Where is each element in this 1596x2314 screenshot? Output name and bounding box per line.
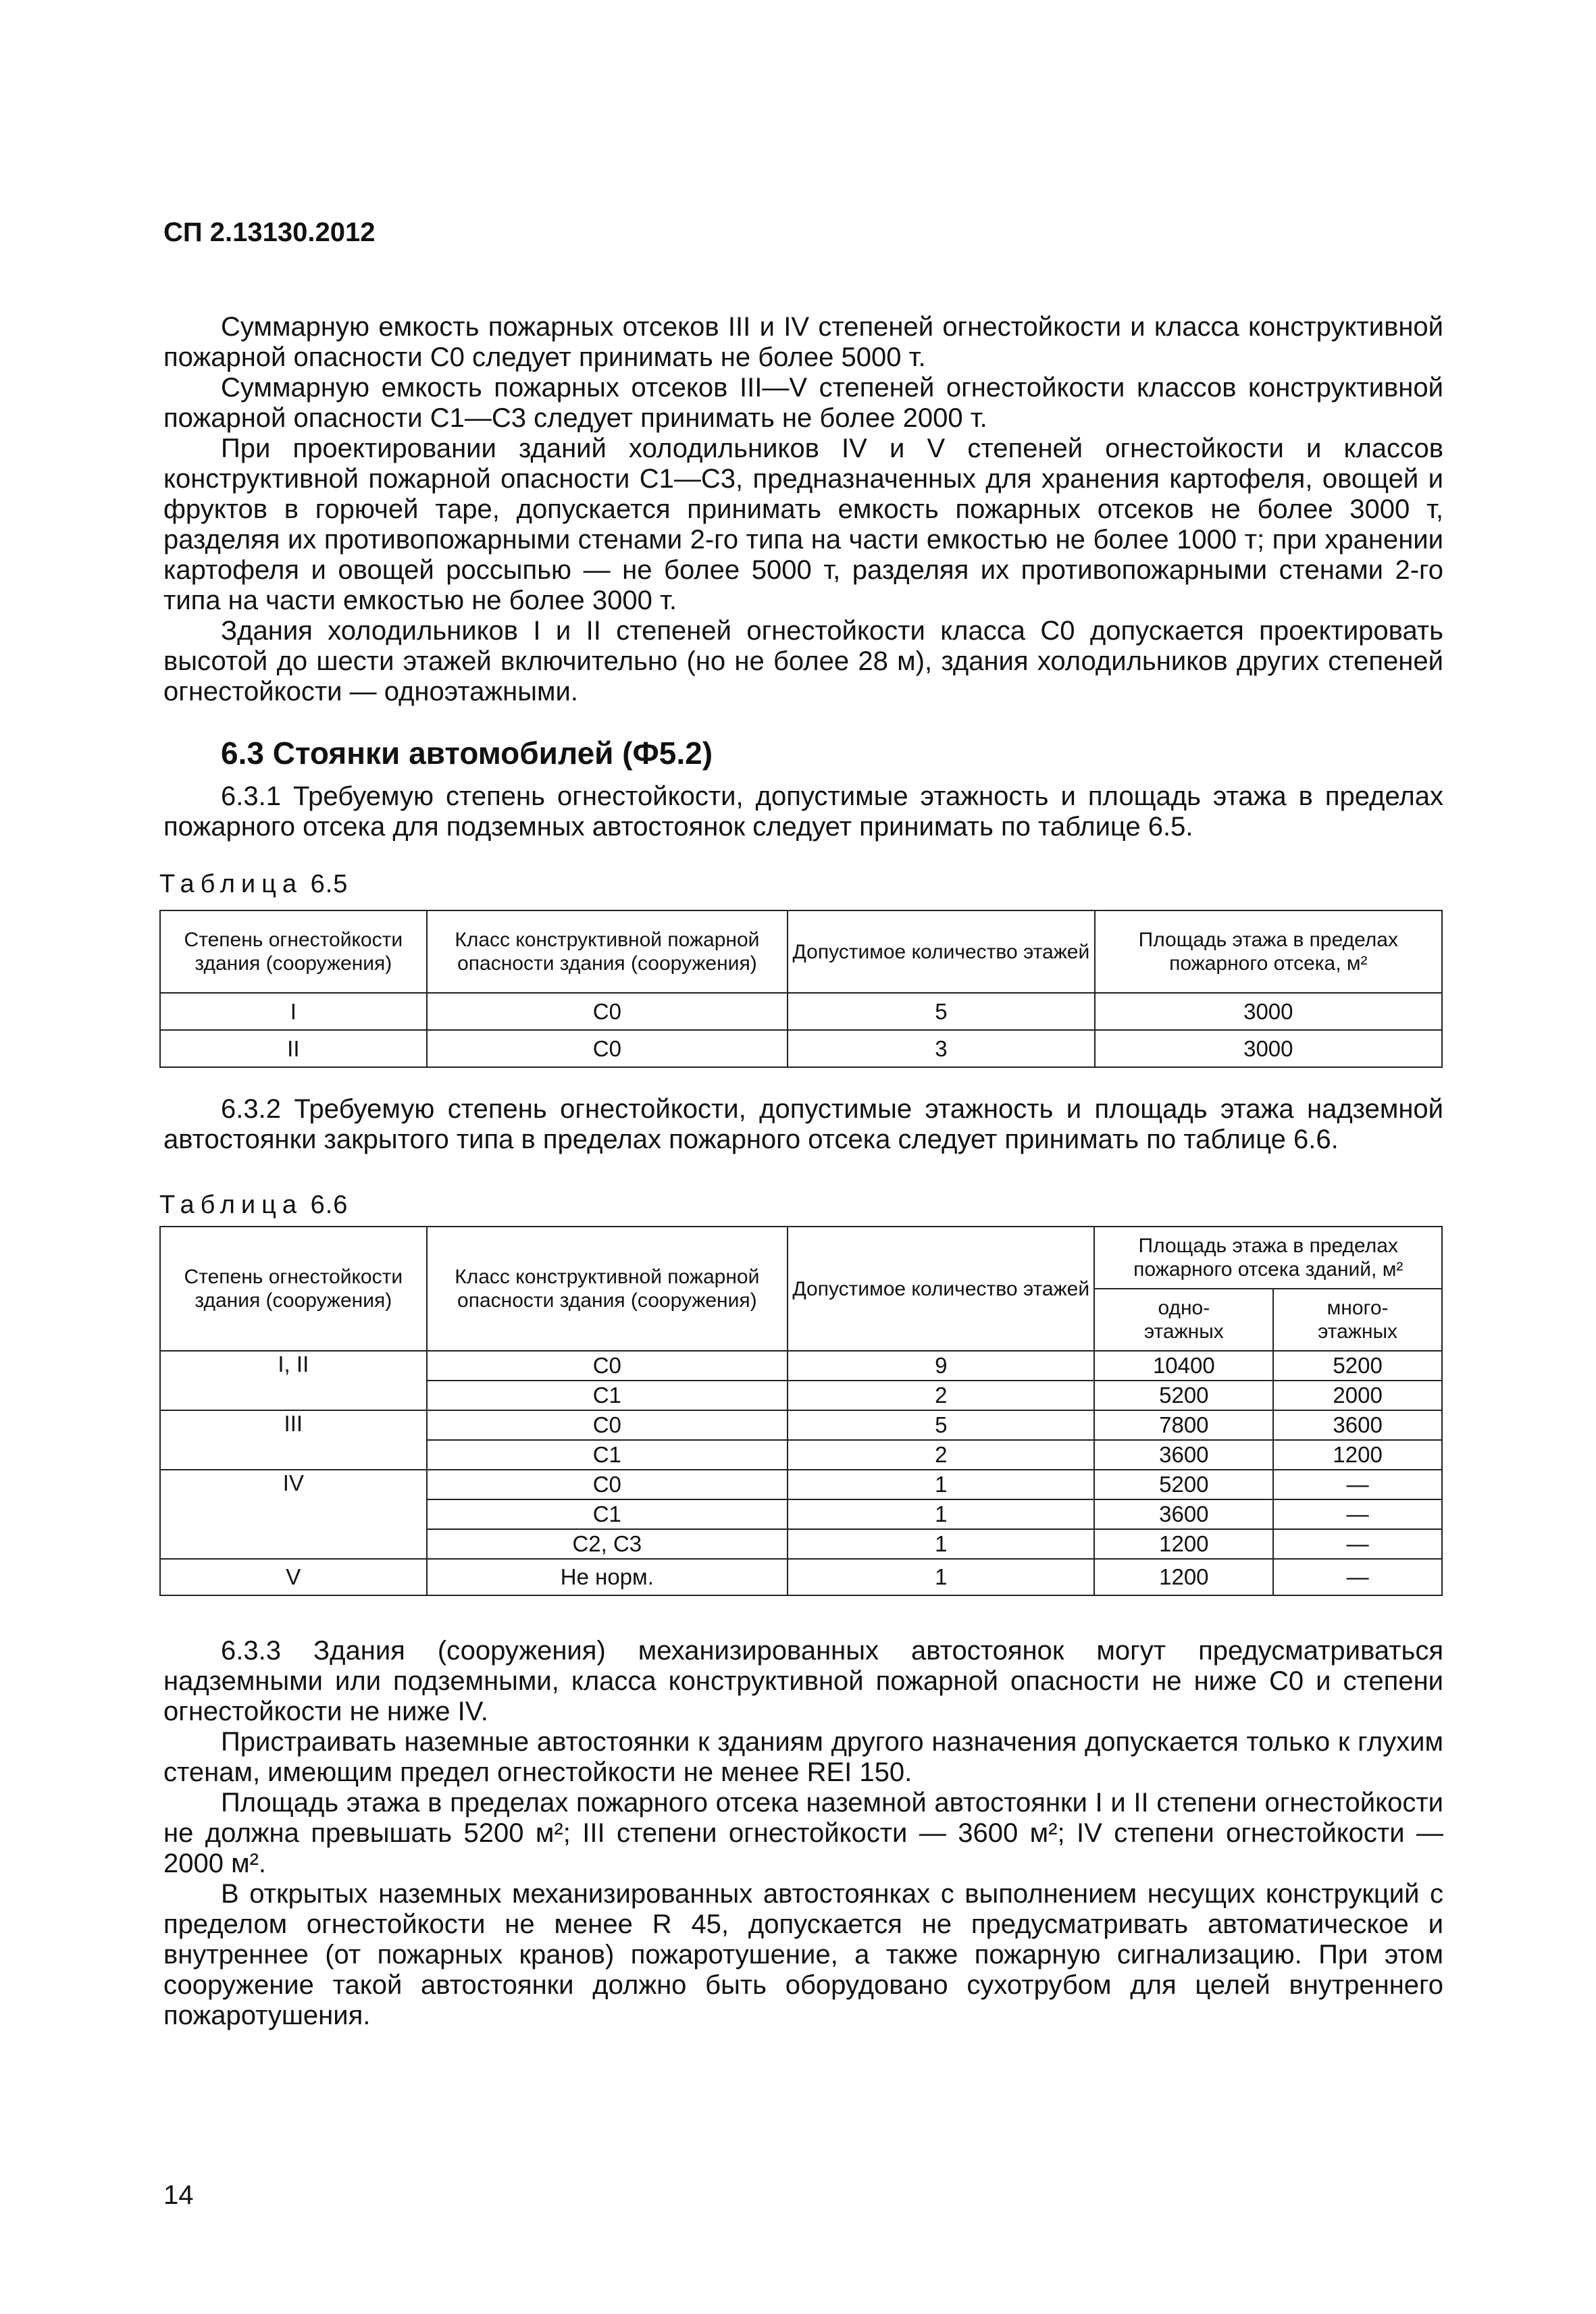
- table-cell: 2000: [1273, 1381, 1442, 1410]
- table-cell: 3600: [1273, 1410, 1442, 1440]
- table-cell: —: [1273, 1470, 1442, 1499]
- paragraph: Площадь этажа в пределах пожарного отсека наземной автостоянки I и II степени огнестойкости не должна превышать 5200 м²; III степени огнестойкости — 3600 м²; IV степени огнестойкости — 2000 м².: [163, 1788, 1443, 1878]
- table-cell: 7800: [1094, 1410, 1273, 1440]
- table-cell: С0: [427, 1030, 788, 1067]
- column-header: много- этажных: [1273, 1289, 1442, 1351]
- paragraph: В открытых наземных механизированных автостоянках с выполнением несущих конструкций с пределом огнестойкости не менее R 45, допускается не предусматривать автоматическое и внутреннее (от пожарных кранов) пожаротушение, а также пожарную сигнализацию. При этом сооружение такой автостоянки должно быть оборудовано сухотрубом для целей внутреннего пожаротушения.: [163, 1879, 1443, 2030]
- table-cell: С0: [427, 1351, 788, 1381]
- table-cell: С2, С3: [427, 1529, 788, 1559]
- table-cell: 3000: [1095, 1030, 1442, 1067]
- column-header: Степень огнестойкости здания (сооружения): [160, 910, 427, 993]
- page-number: 14: [163, 2180, 194, 2210]
- table-cell: 5: [788, 993, 1095, 1030]
- caption-word: Таблица: [159, 1191, 303, 1219]
- table-cell: 9: [788, 1351, 1094, 1381]
- table-row: [160, 1410, 1442, 1440]
- table-row: [160, 1559, 1442, 1595]
- table-cell: —: [1273, 1499, 1442, 1529]
- table-6-6: [159, 1226, 1443, 1596]
- paragraph: При проектировании зданий холодильников IV и V степеней огнестойкости и классов конструктивной пожарной опасности С1—С3, предназначенных для хранения картофеля, овощей и фруктов в горючей таре, допускается принимать емкость пожарных отсеков не более 3000 т, разделяя их противопожарными стенами 2-го типа на части емкостью не более 1000 т; при хранении картофеля и овощей россыпью — не более 5000 т, разделяя их противопожарными стенами 2-го типа на части емкостью не более 3000 т.: [163, 434, 1443, 615]
- table-cell: I: [160, 993, 427, 1030]
- table-cell: С0: [427, 1470, 788, 1499]
- table-cell: —: [1273, 1529, 1442, 1559]
- table-cell: Не норм.: [427, 1559, 788, 1595]
- table-cell: 2: [788, 1440, 1094, 1470]
- paragraph: Суммарную емкость пожарных отсеков III—V степеней огнестойкости классов конструктивной пожарной опасности С1—С3 следует принимать не более 2000 т.: [163, 373, 1443, 433]
- table-cell: —: [1273, 1559, 1442, 1595]
- table-cell: С0: [427, 1410, 788, 1440]
- paragraph-6-3-2: 6.3.2 Требуемую степень огнестойкости, допустимые этажность и площадь этажа надземной автостоянки закрытого типа в пределах пожарного отсека следует принимать по таблице 6.6.: [163, 1094, 1443, 1154]
- paragraph: Пристраивать наземные автостоянки к зданиям другого назначения допускается только к глухим стенам, имеющим предел огнестойкости не менее REI 150.: [163, 1727, 1443, 1787]
- table-cell: 2: [788, 1381, 1094, 1410]
- table-cell: С1: [427, 1381, 788, 1410]
- document-code: СП 2.13130.2012: [163, 217, 376, 247]
- table-cell: С0: [427, 993, 788, 1030]
- table-cell: 3600: [1094, 1499, 1273, 1529]
- table-cell: 1200: [1273, 1440, 1442, 1470]
- section-heading: 6.3 Стоянки автомобилей (Ф5.2): [221, 736, 713, 771]
- column-header: одно- этажных: [1094, 1289, 1273, 1351]
- column-header: Допустимое количество этажей: [788, 910, 1095, 993]
- closing-text: [163, 1636, 1443, 2031]
- table-cell: 1: [788, 1470, 1094, 1499]
- degree-cell: V: [160, 1559, 427, 1595]
- table-cell: 10400: [1094, 1351, 1273, 1381]
- caption-word: Таблица: [159, 870, 303, 898]
- section-text-6-3-2: [163, 1094, 1443, 1155]
- caption-number: 6.6: [310, 1191, 349, 1219]
- table-cell: 1200: [1094, 1529, 1273, 1559]
- table-cell: 5200: [1094, 1470, 1273, 1499]
- table-6-5-caption: [159, 870, 348, 899]
- paragraph-6-3-1: 6.3.1 Требуемую степень огнестойкости, допустимые этажность и площадь этажа в пределах пожарного отсека для подземных автостоянок следует принимать по таблице 6.5.: [163, 781, 1443, 842]
- degree-cell: IV: [160, 1470, 427, 1559]
- table-cell: 3000: [1095, 993, 1442, 1030]
- table-cell: С1: [427, 1440, 788, 1470]
- paragraph: Здания холодильников I и II степеней огнестойкости класса С0 допускается проектировать высотой до шести этажей включительно (но не более 28 м), здания холодильников других степеней огнестойкости — одноэтажными.: [163, 616, 1443, 706]
- column-header: Площадь этажа в пределах пожарного отсека, м²: [1095, 910, 1442, 993]
- table-row: [160, 1470, 1442, 1499]
- column-header-group: Площадь этажа в пределах пожарного отсека зданий, м²: [1094, 1227, 1442, 1289]
- table-cell: II: [160, 1030, 427, 1067]
- intro-text: [163, 312, 1443, 707]
- table-cell: 5200: [1273, 1351, 1442, 1381]
- table-cell: 3600: [1094, 1440, 1273, 1470]
- table-6-6-caption: [159, 1191, 348, 1220]
- table-cell: 1: [788, 1499, 1094, 1529]
- column-header: Класс конструктивной пожарной опасности здания (сооружения): [427, 910, 788, 993]
- column-header: Допустимое количество этажей: [788, 1227, 1094, 1351]
- table-6-5: [159, 910, 1443, 1068]
- paragraph: Суммарную емкость пожарных отсеков III и IV степеней огнестойкости и класса конструктивной пожарной опасности С0 следует принимать не более 5000 т.: [163, 312, 1443, 372]
- table-cell: С1: [427, 1499, 788, 1529]
- table-cell: 1: [788, 1529, 1094, 1559]
- table-cell: 5: [788, 1410, 1094, 1440]
- table-row: [160, 1351, 1442, 1381]
- degree-cell: III: [160, 1410, 427, 1470]
- table-row: [160, 993, 1442, 1030]
- table-cell: 3: [788, 1030, 1095, 1067]
- table-row: [160, 1030, 1442, 1067]
- table-cell: 1: [788, 1559, 1094, 1595]
- degree-cell: I, II: [160, 1351, 427, 1410]
- section-intro: [163, 781, 1443, 842]
- paragraph-6-3-3: 6.3.3 Здания (сооружения) механизированных автостоянок могут предусматриваться надземными или подземными, класса конструктивной пожарной опасности не ниже С0 и степени огнестойкости не ниже IV.: [163, 1636, 1443, 1726]
- column-header: Степень огнестойкости здания (сооружения): [160, 1227, 427, 1351]
- caption-number: 6.5: [310, 870, 349, 898]
- table-cell: 1200: [1094, 1559, 1273, 1595]
- table-cell: 5200: [1094, 1381, 1273, 1410]
- column-header: Класс конструктивной пожарной опасности здания (сооружения): [427, 1227, 788, 1351]
